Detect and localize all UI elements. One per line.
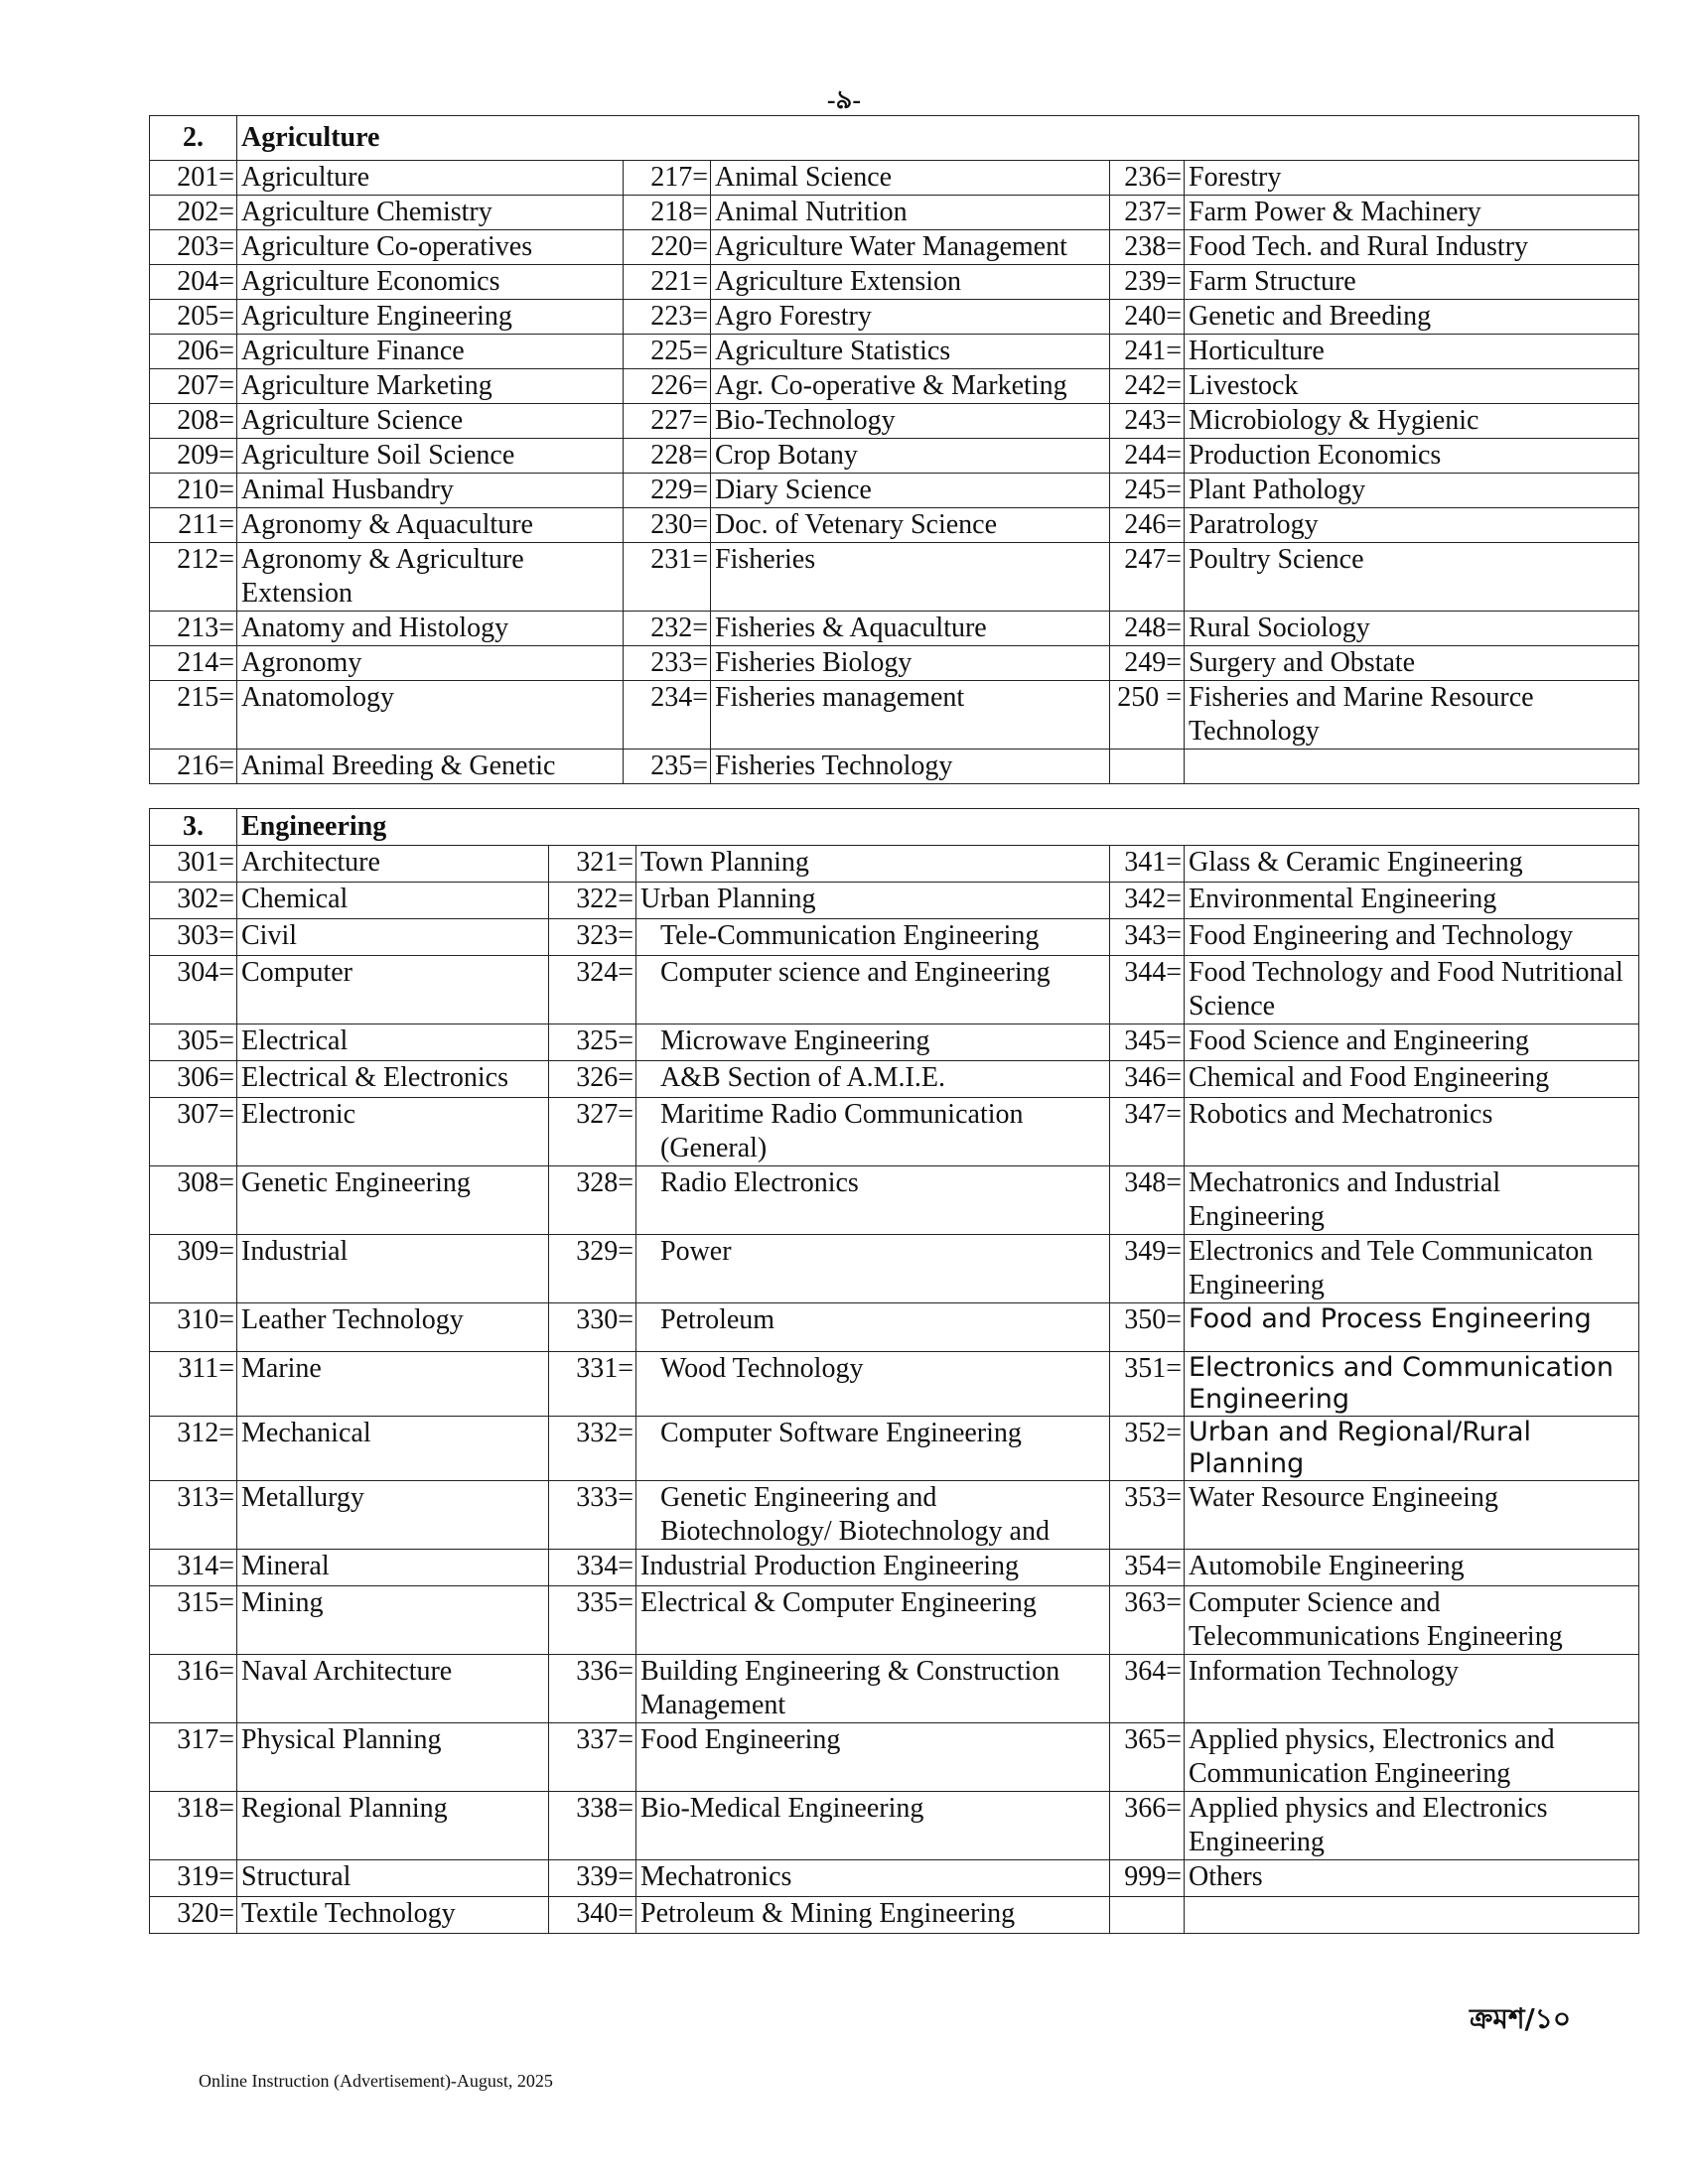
subject-code: 339= (549, 1860, 636, 1897)
page-footer: Online Instruction (Advertisement)-August, 2025 (199, 2071, 553, 2091)
subject-code: 327= (549, 1098, 636, 1166)
subject-name: Agriculture Finance (237, 335, 624, 369)
continued-label: ক্রমশ/১০ (1470, 2002, 1572, 2035)
subject-name: Agriculture Soil Science (237, 439, 624, 474)
subject-code: 209= (150, 439, 237, 474)
subject-name: Rural Sociology (1185, 612, 1639, 646)
table-row (150, 265, 1639, 300)
table-row (150, 1792, 1639, 1860)
subject-code: 335= (549, 1586, 636, 1655)
subject-code: 223= (624, 300, 711, 335)
subject-name: Town Planning (636, 846, 1110, 883)
table-row (150, 681, 1639, 750)
subject-code: 238= (1110, 230, 1185, 265)
subject-name: Marine (237, 1352, 549, 1417)
subject-name: Agriculture (237, 161, 624, 196)
subject-name: Production Economics (1185, 439, 1639, 474)
subject-code: 337= (549, 1723, 636, 1792)
subject-name: Information Technology (1185, 1655, 1639, 1723)
subject-name: Agr. Co-operative & Marketing (711, 369, 1110, 404)
subject-code (1110, 1897, 1185, 1934)
subject-code: 325= (549, 1024, 636, 1061)
subject-name: Applied physics and Electronics Engineering (1185, 1792, 1639, 1860)
table-row (150, 919, 1639, 956)
subject-code: 314= (150, 1550, 237, 1586)
table-row (150, 1061, 1639, 1098)
subject-code: 366= (1110, 1792, 1185, 1860)
subject-name: Animal Science (711, 161, 1110, 196)
section-title: Engineering (237, 809, 1639, 846)
table-row (150, 196, 1639, 230)
subject-name: Food Engineering and Technology (1185, 919, 1639, 956)
subject-name: Civil (237, 919, 549, 956)
subject-name: Agriculture Economics (237, 265, 624, 300)
subject-code: 207= (150, 369, 237, 404)
subject-name: Electronic (237, 1098, 549, 1166)
subject-code: 315= (150, 1586, 237, 1655)
agriculture-table (149, 115, 1639, 784)
subject-code: 245= (1110, 474, 1185, 508)
subject-code: 334= (549, 1550, 636, 1586)
subject-code: 317= (150, 1723, 237, 1792)
subject-name: Radio Electronics (636, 1166, 1110, 1235)
subject-code: 248= (1110, 612, 1185, 646)
subject-code: 206= (150, 335, 237, 369)
subject-code: 312= (150, 1417, 237, 1481)
subject-name (1185, 1897, 1639, 1934)
table-row (150, 1481, 1639, 1550)
subject-name: Animal Breeding & Genetic (237, 750, 624, 784)
subject-code: 220= (624, 230, 711, 265)
subject-name: Computer Software Engineering (636, 1417, 1110, 1481)
subject-code: 213= (150, 612, 237, 646)
subject-name: Maritime Radio Communication (General) (636, 1098, 1110, 1166)
subject-code: 204= (150, 265, 237, 300)
subject-name: Animal Husbandry (237, 474, 624, 508)
subject-code: 344= (1110, 956, 1185, 1024)
subject-code: 304= (150, 956, 237, 1024)
subject-code: 307= (150, 1098, 237, 1166)
subject-code: 354= (1110, 1550, 1185, 1586)
subject-code: 316= (150, 1655, 237, 1723)
subject-code: 351= (1110, 1352, 1185, 1417)
subject-name: Tele-Communication Engineering (636, 919, 1110, 956)
subject-code: 343= (1110, 919, 1185, 956)
subject-code: 230= (624, 508, 711, 543)
subject-code: 323= (549, 919, 636, 956)
subject-code: 242= (1110, 369, 1185, 404)
subject-code: 210= (150, 474, 237, 508)
subject-code: 303= (150, 919, 237, 956)
subject-code: 231= (624, 543, 711, 612)
subject-code: 302= (150, 883, 237, 919)
subject-name: Industrial Production Engineering (636, 1550, 1110, 1586)
subject-code: 350= (1110, 1303, 1185, 1352)
subject-code (1110, 750, 1185, 784)
subject-name: Others (1185, 1860, 1639, 1897)
subject-code: 205= (150, 300, 237, 335)
section-number: 3. (150, 809, 237, 846)
subject-name: Mechanical (237, 1417, 549, 1481)
table-row (150, 508, 1639, 543)
subject-name: Structural (237, 1860, 549, 1897)
subject-name: Agronomy & Agriculture Extension (237, 543, 624, 612)
subject-name: Anatomy and Histology (237, 612, 624, 646)
subject-code: 363= (1110, 1586, 1185, 1655)
subject-code: 232= (624, 612, 711, 646)
subject-name: Paratrology (1185, 508, 1639, 543)
section-header-row (150, 809, 1639, 846)
page-number: -৯- (826, 85, 862, 114)
subject-code: 217= (624, 161, 711, 196)
subject-code: 243= (1110, 404, 1185, 439)
subject-code: 305= (150, 1024, 237, 1061)
subject-name: Mechatronics and Industrial Engineering (1185, 1166, 1639, 1235)
subject-code: 240= (1110, 300, 1185, 335)
subject-code: 249= (1110, 646, 1185, 681)
subject-name: Livestock (1185, 369, 1639, 404)
subject-name: Physical Planning (237, 1723, 549, 1792)
subject-name: Agronomy & Aquaculture (237, 508, 624, 543)
subject-code: 352= (1110, 1417, 1185, 1481)
subject-name: Genetic Engineering and Biotechnology/ Biotechnology and (636, 1481, 1110, 1550)
subject-name: Urban Planning (636, 883, 1110, 919)
subject-code: 228= (624, 439, 711, 474)
subject-name: Glass & Ceramic Engineering (1185, 846, 1639, 883)
subject-code: 202= (150, 196, 237, 230)
subject-name: Farm Structure (1185, 265, 1639, 300)
subject-code: 226= (624, 369, 711, 404)
table-row (150, 1024, 1639, 1061)
subject-name: Surgery and Obstate (1185, 646, 1639, 681)
subject-name: Industrial (237, 1235, 549, 1303)
subject-code: 349= (1110, 1235, 1185, 1303)
subject-code: 318= (150, 1792, 237, 1860)
subject-code: 236= (1110, 161, 1185, 196)
subject-code: 332= (549, 1417, 636, 1481)
subject-code: 234= (624, 681, 711, 750)
subject-code: 331= (549, 1352, 636, 1417)
subject-code: 347= (1110, 1098, 1185, 1166)
subject-name: Genetic Engineering (237, 1166, 549, 1235)
subject-code: 326= (549, 1061, 636, 1098)
table-row (150, 300, 1639, 335)
subject-name: Chemical (237, 883, 549, 919)
subject-code: 353= (1110, 1481, 1185, 1550)
subject-name: Automobile Engineering (1185, 1550, 1639, 1586)
subject-code: 346= (1110, 1061, 1185, 1098)
subject-code: 247= (1110, 543, 1185, 612)
subject-code: 208= (150, 404, 237, 439)
subject-code: 241= (1110, 335, 1185, 369)
subject-name: Diary Science (711, 474, 1110, 508)
subject-code: 336= (549, 1655, 636, 1723)
subject-code: 211= (150, 508, 237, 543)
subject-name: Microbiology & Hygienic (1185, 404, 1639, 439)
subject-code: 216= (150, 750, 237, 784)
subject-name: Microwave Engineering (636, 1024, 1110, 1061)
subject-name: Food Tech. and Rural Industry (1185, 230, 1639, 265)
subject-name: Electrical & Computer Engineering (636, 1586, 1110, 1655)
subject-name: Electrical (237, 1024, 549, 1061)
table-row (150, 956, 1639, 1024)
subject-code: 333= (549, 1481, 636, 1550)
subject-name: Power (636, 1235, 1110, 1303)
subject-name: Architecture (237, 846, 549, 883)
subject-code: 308= (150, 1166, 237, 1235)
subject-code: 313= (150, 1481, 237, 1550)
subject-name: Agriculture Science (237, 404, 624, 439)
subject-name: Agriculture Chemistry (237, 196, 624, 230)
subject-name: Food and Process Engineering (1185, 1303, 1639, 1352)
subject-name: Agro Forestry (711, 300, 1110, 335)
subject-name: Naval Architecture (237, 1655, 549, 1723)
subject-code: 330= (549, 1303, 636, 1352)
subject-code: 311= (150, 1352, 237, 1417)
subject-code: 319= (150, 1860, 237, 1897)
subject-name: Fisheries management (711, 681, 1110, 750)
subject-name: Mechatronics (636, 1860, 1110, 1897)
subject-code: 310= (150, 1303, 237, 1352)
subject-code: 338= (549, 1792, 636, 1860)
table-row (150, 1352, 1639, 1417)
subject-code: 340= (549, 1897, 636, 1934)
subject-name (1185, 750, 1639, 784)
subject-code: 221= (624, 265, 711, 300)
subject-name: Building Engineering & Construction Management (636, 1655, 1110, 1723)
subject-name: Agriculture Marketing (237, 369, 624, 404)
subject-name: Horticulture (1185, 335, 1639, 369)
subject-name: Wood Technology (636, 1352, 1110, 1417)
subject-code: 214= (150, 646, 237, 681)
subject-name: Urban and Regional/Rural Planning (1185, 1417, 1639, 1481)
subject-name: Mineral (237, 1550, 549, 1586)
table-row (150, 1897, 1639, 1934)
subject-name: Crop Botany (711, 439, 1110, 474)
subject-name: Robotics and Mechatronics (1185, 1098, 1639, 1166)
subject-name: Plant Pathology (1185, 474, 1639, 508)
subject-code: 244= (1110, 439, 1185, 474)
subject-name: Agriculture Engineering (237, 300, 624, 335)
table-row (150, 404, 1639, 439)
table-row (150, 1303, 1639, 1352)
subject-code: 324= (549, 956, 636, 1024)
subject-name: Food Engineering (636, 1723, 1110, 1792)
subject-name: Food Science and Engineering (1185, 1024, 1639, 1061)
subject-name: Computer Science and Telecommunications Engineering (1185, 1586, 1639, 1655)
subject-code: 999= (1110, 1860, 1185, 1897)
subject-name: Chemical and Food Engineering (1185, 1061, 1639, 1098)
subject-code: 246= (1110, 508, 1185, 543)
subject-name: Water Resource Engineeing (1185, 1481, 1639, 1550)
table-row (150, 846, 1639, 883)
table-row (150, 1098, 1639, 1166)
subject-code: 250 = (1110, 681, 1185, 750)
table-row (150, 1723, 1639, 1792)
subject-code: 229= (624, 474, 711, 508)
subject-name: Fisheries (711, 543, 1110, 612)
subject-name: Metallurgy (237, 1481, 549, 1550)
subject-name: Fisheries and Marine Resource Technology (1185, 681, 1639, 750)
engineering-table (149, 808, 1639, 1934)
subject-code: 320= (150, 1897, 237, 1934)
subject-code: 342= (1110, 883, 1185, 919)
subject-code: 212= (150, 543, 237, 612)
subject-code: 365= (1110, 1723, 1185, 1792)
subject-code: 215= (150, 681, 237, 750)
table-row (150, 439, 1639, 474)
subject-code: 239= (1110, 265, 1185, 300)
subject-name: Farm Power & Machinery (1185, 196, 1639, 230)
subject-name: Food Technology and Food Nutritional Science (1185, 956, 1639, 1024)
subject-name: Bio-Medical Engineering (636, 1792, 1110, 1860)
subject-code: 201= (150, 161, 237, 196)
subject-code: 329= (549, 1235, 636, 1303)
table-row (150, 1417, 1639, 1481)
subject-name: A&B Section of A.M.I.E. (636, 1061, 1110, 1098)
subject-name: Animal Nutrition (711, 196, 1110, 230)
subject-name: Electronics and Communication Engineering (1185, 1352, 1639, 1417)
subject-code: 237= (1110, 196, 1185, 230)
table-row (150, 1550, 1639, 1586)
table-row (150, 230, 1639, 265)
table-row (150, 646, 1639, 681)
table-row (150, 335, 1639, 369)
subject-code: 322= (549, 883, 636, 919)
subject-code: 364= (1110, 1655, 1185, 1723)
subject-code: 227= (624, 404, 711, 439)
subject-name: Leather Technology (237, 1303, 549, 1352)
subject-name: Bio-Technology (711, 404, 1110, 439)
subject-name: Mining (237, 1586, 549, 1655)
subject-code: 328= (549, 1166, 636, 1235)
section-title: Agriculture (237, 116, 1639, 161)
subject-name: Petroleum & Mining Engineering (636, 1897, 1110, 1934)
subject-name: Anatomology (237, 681, 624, 750)
subject-name: Textile Technology (237, 1897, 549, 1934)
table-row (150, 1860, 1639, 1897)
subject-name: Agriculture Statistics (711, 335, 1110, 369)
subject-code: 348= (1110, 1166, 1185, 1235)
subject-name: Genetic and Breeding (1185, 300, 1639, 335)
subject-code: 233= (624, 646, 711, 681)
subject-code: 235= (624, 750, 711, 784)
subject-name: Agriculture Water Management (711, 230, 1110, 265)
table-row (150, 474, 1639, 508)
table-row (150, 543, 1639, 612)
subject-name: Agriculture Extension (711, 265, 1110, 300)
subject-code: 306= (150, 1061, 237, 1098)
subject-name: Agronomy (237, 646, 624, 681)
section-header-row (150, 116, 1639, 161)
subject-name: Computer science and Engineering (636, 956, 1110, 1024)
subject-name: Petroleum (636, 1303, 1110, 1352)
subject-name: Fisheries Biology (711, 646, 1110, 681)
subject-name: Environmental Engineering (1185, 883, 1639, 919)
subject-code: 218= (624, 196, 711, 230)
section-number: 2. (150, 116, 237, 161)
subject-name: Fisheries Technology (711, 750, 1110, 784)
subject-name: Fisheries & Aquaculture (711, 612, 1110, 646)
subject-code: 341= (1110, 846, 1185, 883)
subject-name: Forestry (1185, 161, 1639, 196)
table-row (150, 750, 1639, 784)
subject-name: Agriculture Co-operatives (237, 230, 624, 265)
subject-name: Electrical & Electronics (237, 1061, 549, 1098)
subject-code: 225= (624, 335, 711, 369)
table-row (150, 1586, 1639, 1655)
subject-code: 345= (1110, 1024, 1185, 1061)
subject-name: Regional Planning (237, 1792, 549, 1860)
subject-name: Applied physics, Electronics and Communication Engineering (1185, 1723, 1639, 1792)
table-row (150, 161, 1639, 196)
subject-code: 301= (150, 846, 237, 883)
subject-code: 309= (150, 1235, 237, 1303)
table-row (150, 369, 1639, 404)
subject-name: Electronics and Tele Communicaton Engineering (1185, 1235, 1639, 1303)
table-row (150, 1166, 1639, 1235)
table-row (150, 1235, 1639, 1303)
table-row (150, 883, 1639, 919)
table-row (150, 1655, 1639, 1723)
subject-name: Computer (237, 956, 549, 1024)
subject-code: 321= (549, 846, 636, 883)
subject-name: Poultry Science (1185, 543, 1639, 612)
subject-code: 203= (150, 230, 237, 265)
table-row (150, 612, 1639, 646)
subject-name: Doc. of Vetenary Science (711, 508, 1110, 543)
